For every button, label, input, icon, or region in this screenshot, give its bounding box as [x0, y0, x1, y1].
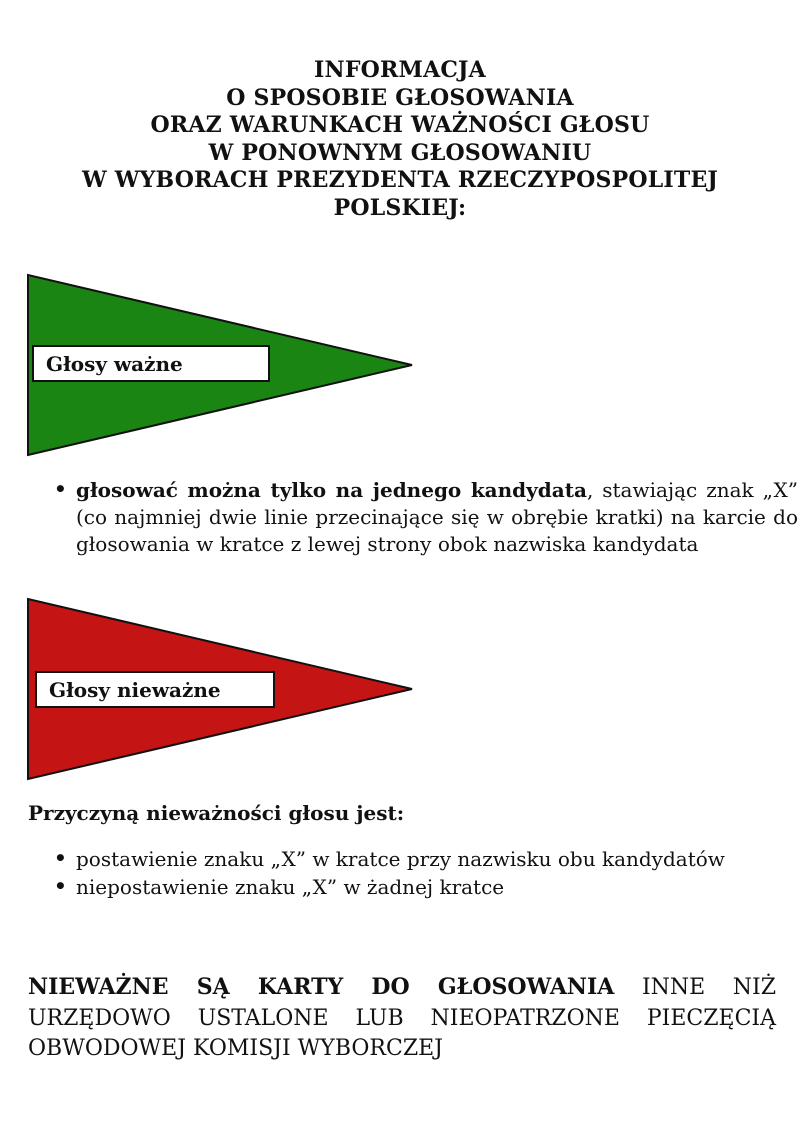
footer-regular-text: INNE NIŻ — [614, 975, 776, 1000]
list-item — [52, 873, 774, 901]
reason-text: niepostawienie znaku „X” w żadnej kratce — [76, 875, 505, 899]
title-line: ORAZ WARUNKACH WAŻNOŚCI GŁOSU — [150, 112, 650, 138]
voting-rule-text: , stawiając znak „X” (co najmniej dwie linie przecinające się w obrębie kratki) na karcie do głosowania w kratce z lewej strony obok nazwiska kandydata — [76, 478, 798, 556]
valid-votes-label-box — [32, 345, 270, 382]
footer-line: URZĘDOWO USTALONE LUB NIEOPATRZONE PIECZĘCIĄ — [28, 1005, 776, 1031]
voting-rule-item — [52, 477, 798, 558]
list-item — [52, 845, 774, 873]
voting-rule-bold-text: głosować można tylko na jednego kandydata — [76, 478, 587, 502]
bullet-icon: • — [54, 874, 67, 898]
footer-line — [28, 972, 776, 1004]
title-line: INFORMACJA — [314, 57, 486, 83]
title-line: O SPOSOBIE GŁOSOWANIA — [226, 84, 574, 111]
invalid-reasons-heading: Przyczyną nieważności głosu jest: — [28, 801, 405, 825]
valid-votes-label: Głosy ważne — [46, 351, 183, 376]
invalid-votes-label: Głosy nieważne — [49, 677, 221, 702]
title-line: POLSKIEJ: — [333, 194, 467, 221]
bullet-icon: • — [54, 477, 67, 501]
invalid-ballots-paragraph — [28, 972, 776, 1065]
invalid-votes-label-box — [35, 671, 275, 708]
title-line: W WYBORACH PREZYDENTA RZECZYPOSPOLITEJ — [81, 167, 719, 193]
footer-bold-text: NIEWAŻNE SĄ KARTY DO GŁOSOWANIA — [28, 974, 615, 1000]
reason-text: postawienie znaku „X” w kratce przy nazwisku obu kandydatów — [76, 847, 725, 871]
footer-line: OBWODOWEJ KOMISJI WYBORCZEJ — [28, 1036, 443, 1061]
bullet-icon: • — [54, 846, 67, 870]
invalid-reasons-list — [52, 845, 774, 901]
title-line: W PONOWNYM GŁOSOWANIU — [208, 139, 592, 166]
page-title — [0, 57, 800, 222]
